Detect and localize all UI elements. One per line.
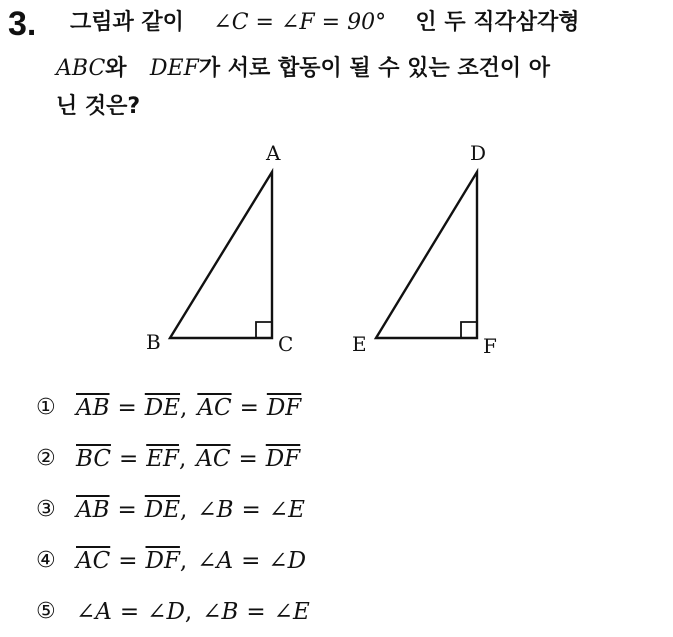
choice-marker: ② (36, 446, 56, 471)
vertex-label-d: D (470, 141, 487, 165)
angle: ∠D (268, 547, 307, 574)
choice-4[interactable] (36, 535, 636, 586)
equals-sign: = (117, 496, 137, 523)
choice-2[interactable] (36, 433, 636, 484)
answer-choices (36, 382, 636, 637)
angle: ∠D (147, 598, 185, 625)
question-stem-line-3 (56, 92, 656, 122)
segment: $\overline{DF}$ (266, 394, 302, 421)
choice-3[interactable] (36, 484, 636, 535)
segment: $\overline{AB}$ (76, 394, 110, 421)
triangle-def (376, 172, 477, 338)
vertex-label-a: A (266, 141, 281, 165)
triangles-figure (130, 135, 530, 367)
segment: $\overline{BC}$ (76, 445, 111, 472)
angle: ∠B (202, 598, 239, 625)
comma: , (180, 496, 188, 523)
equals-sign: = (241, 547, 261, 574)
angle: ∠A (76, 598, 112, 625)
stem-text: 닌 것은? (56, 94, 141, 119)
comma: , (179, 547, 188, 574)
equals-sign: = (239, 394, 259, 421)
choice-5[interactable] (36, 586, 636, 637)
segment: $\overline{EF}$ (146, 445, 179, 472)
equals-sign: = (241, 496, 261, 523)
vertex-label-f: F (483, 334, 497, 358)
equals-sign: = (119, 598, 140, 625)
angle: ∠A (197, 547, 234, 574)
comma: , (184, 598, 193, 625)
stem-text: 인 두 직각삼각형 (415, 10, 580, 35)
comma: , (178, 445, 187, 472)
stem-math: ABC (56, 56, 106, 81)
angle: ∠B (197, 496, 234, 523)
choice-marker: ⑤ (36, 599, 56, 624)
question-stem-line-2 (56, 54, 656, 84)
segment: $\overline{AC}$ (196, 445, 231, 472)
segment: $\overline{DF}$ (145, 547, 180, 574)
angle: ∠E (273, 598, 310, 625)
equals-sign: = (238, 445, 258, 472)
vertex-label-e: E (352, 332, 367, 356)
choice-marker: ③ (36, 497, 56, 522)
triangle-abc-shape (170, 172, 272, 338)
vertex-label-b: B (146, 330, 161, 354)
segment: $\overline{AC}$ (197, 394, 232, 421)
equals-sign: = (118, 445, 139, 472)
stem-math: DEF (149, 56, 199, 81)
angle: ∠E (268, 496, 305, 523)
triangle-def-shape (376, 172, 477, 338)
right-angle-mark-f (461, 322, 477, 338)
stem-text: 와 (105, 56, 127, 81)
choice-1[interactable] (36, 382, 636, 433)
stem-text: 그림과 같이 (70, 10, 184, 35)
triangle-abc (170, 172, 272, 338)
right-angle-mark-c (256, 322, 272, 338)
segment: $\overline{DF}$ (265, 445, 301, 472)
segment: $\overline{AC}$ (76, 547, 111, 574)
question-number: 3. (8, 5, 37, 43)
vertex-label-c: C (278, 332, 294, 356)
question-stem-line-1 (70, 8, 670, 38)
equals-sign: = (117, 394, 137, 421)
choice-marker: ① (36, 395, 56, 420)
stem-text: 가 서로 합동이 될 수 있는 조건이 아 (198, 56, 551, 81)
comma: , (180, 394, 188, 421)
segment: $\overline{DE}$ (144, 394, 181, 421)
segment: $\overline{AB}$ (76, 496, 110, 523)
choice-marker: ④ (36, 548, 56, 573)
stem-math: ∠C = ∠F = 90° (213, 10, 387, 35)
equals-sign: = (118, 547, 138, 574)
equals-sign: = (246, 598, 266, 625)
segment: $\overline{DE}$ (144, 496, 181, 523)
